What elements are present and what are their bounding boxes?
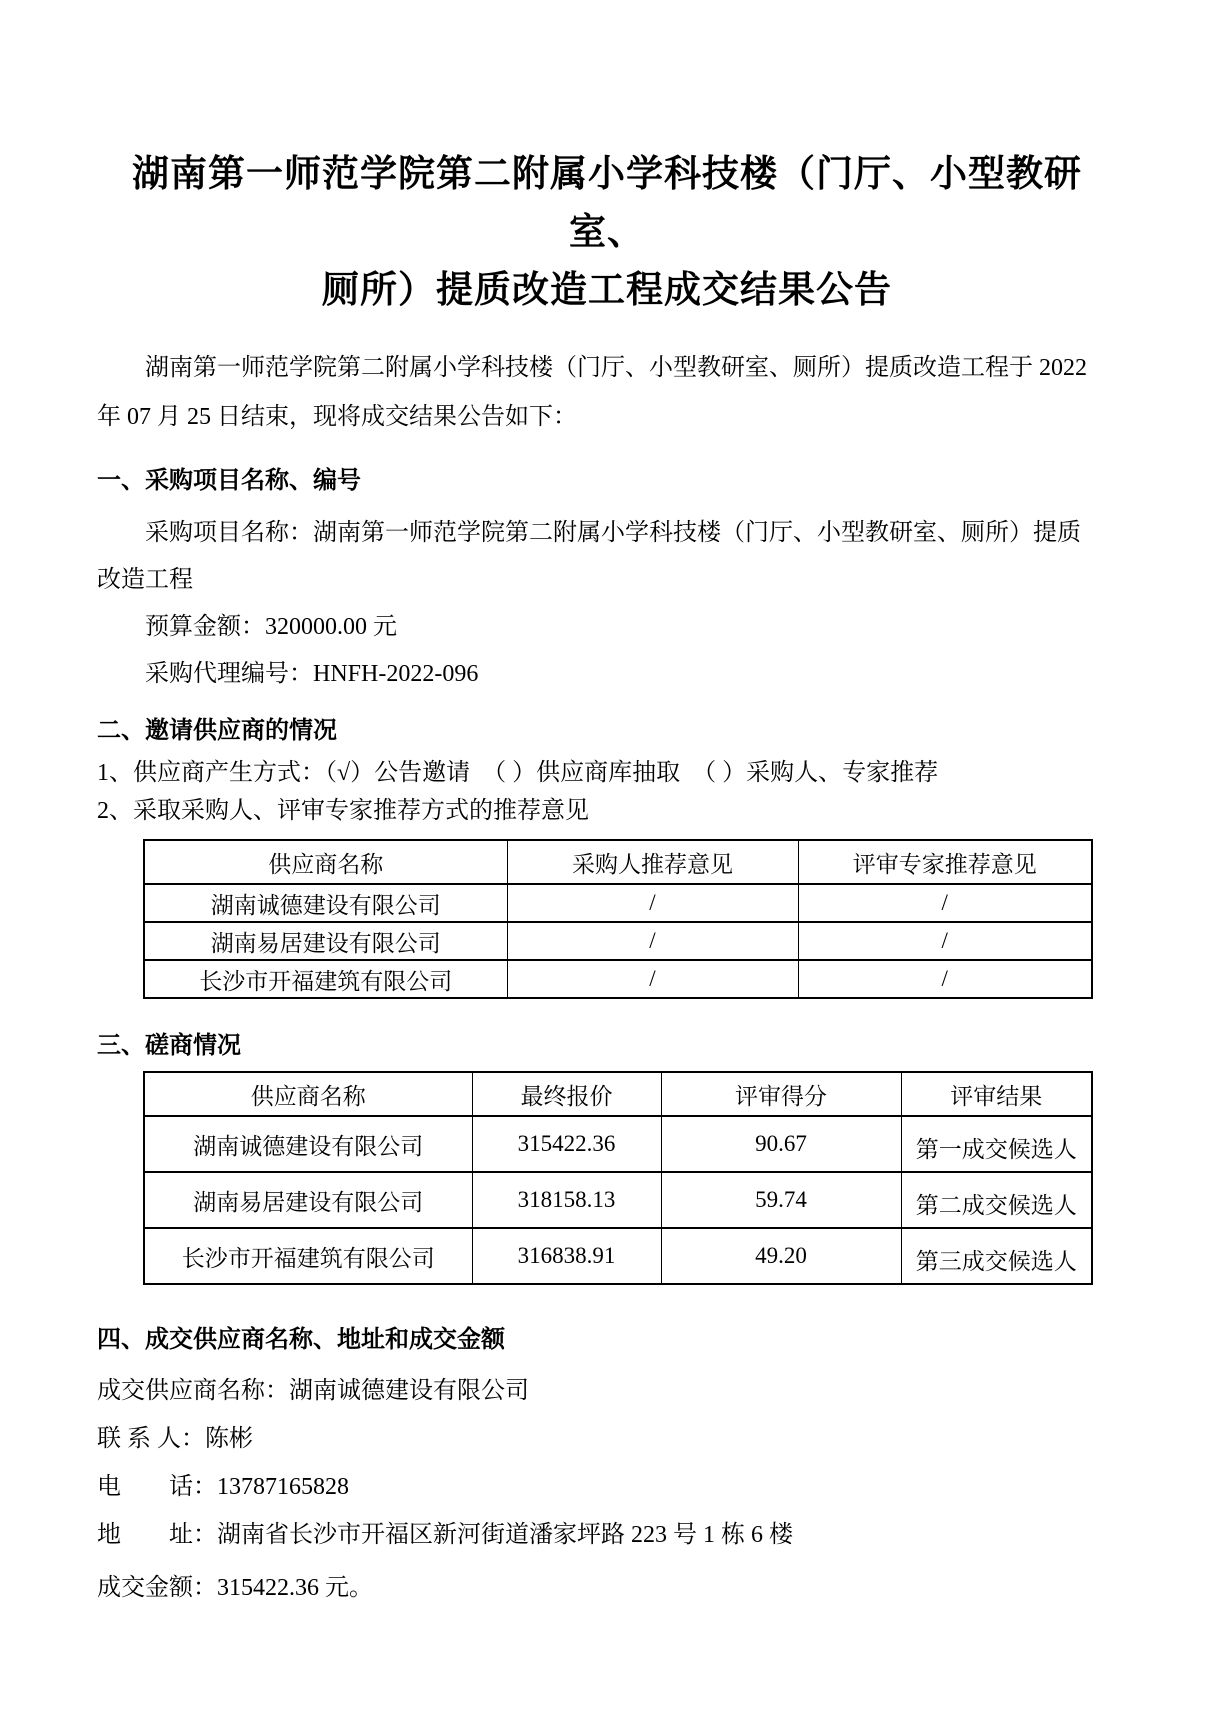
table-header-cell: 评审专家推荐意见 [798, 840, 1092, 884]
table-header-cell: 评审得分 [661, 1072, 901, 1116]
table-row [144, 1228, 1092, 1284]
contact-phone: 电 话：13787165828 [97, 1474, 349, 1500]
winner-supplier-name: 成交供应商名称：湖南诚德建设有限公司 [97, 1378, 529, 1404]
table-header-cell: 供应商名称 [144, 840, 507, 884]
document-title-line-1: 湖南第一师范学院第二附属小学科技楼（门厅、小型教研室、 [132, 154, 1082, 253]
table-cell: 49.20 [661, 1228, 901, 1284]
table-row [144, 1172, 1092, 1228]
section-1-heading: 一、采购项目名称、编号 [97, 467, 361, 494]
table-cell: 59.74 [661, 1172, 901, 1228]
table-cell: 长沙市开福建筑有限公司 [144, 1228, 472, 1284]
table-header-cell: 供应商名称 [144, 1072, 472, 1116]
table-cell: 316838.91 [472, 1228, 661, 1284]
table-cell: / [507, 960, 798, 998]
recommendation-line: 2、采取采购人、评审专家推荐方式的推荐意见 [97, 798, 589, 824]
deal-amount: 成交金额：315422.36 元。 [97, 1575, 373, 1601]
table-cell: / [507, 922, 798, 960]
table-cell: 第三成交候选人 [901, 1228, 1092, 1284]
table-cell: 318158.13 [472, 1172, 661, 1228]
table-row [144, 922, 1092, 960]
table-cell: / [798, 960, 1092, 998]
table-header-cell: 采购人推荐意见 [507, 840, 798, 884]
table-header-cell: 评审结果 [901, 1072, 1092, 1116]
intro-line-1: 湖南第一师范学院第二附属小学科技楼（门厅、小型教研室、厕所）提质改造工程于 2022 [145, 355, 1087, 381]
table-cell: 湖南诚德建设有限公司 [144, 1116, 472, 1172]
project-name-line-2: 改造工程 [97, 567, 193, 593]
table-row [144, 1116, 1092, 1172]
supplier-method-line: 1、供应商产生方式：（√）公告邀请 （ ）供应商库抽取 （ ）采购人、专家推荐 [97, 760, 939, 786]
table-header-cell: 最终报价 [472, 1072, 661, 1116]
table-cell: 湖南易居建设有限公司 [144, 1172, 472, 1228]
project-name-line-1: 采购项目名称：湖南第一师范学院第二附属小学科技楼（门厅、小型教研室、厕所）提质 [145, 520, 1081, 546]
section-2-heading: 二、邀请供应商的情况 [97, 717, 337, 744]
table-cell: 90.67 [661, 1116, 901, 1172]
table-header-row [144, 840, 1092, 884]
table-row [144, 884, 1092, 922]
table-cell: / [798, 922, 1092, 960]
table-cell: / [507, 884, 798, 922]
winner-address: 地 址：湖南省长沙市开福区新河街道潘家坪路 223 号 1 栋 6 楼 [97, 1522, 793, 1548]
agency-code: 采购代理编号：HNFH-2022-096 [145, 661, 479, 687]
intro-paragraph [97, 344, 1117, 442]
section-4-body [97, 1367, 1117, 1612]
document-title-line-2: 厕所）提质改造工程成交结果公告 [322, 270, 892, 311]
table-cell: 湖南易居建设有限公司 [144, 922, 507, 960]
section-4-heading: 四、成交供应商名称、地址和成交金额 [97, 1326, 505, 1353]
contact-person: 联 系 人：陈彬 [97, 1426, 253, 1452]
section-2-body [97, 754, 1117, 830]
table-cell: / [798, 884, 1092, 922]
intro-line-2: 年 07 月 25 日结束，现将成交结果公告如下： [97, 404, 577, 430]
budget-amount: 预算金额：320000.00 元 [145, 614, 397, 640]
supplier-recommendation-table [143, 839, 1093, 999]
table-cell: 315422.36 [472, 1116, 661, 1172]
section-3-heading: 三、磋商情况 [97, 1032, 241, 1059]
table-cell: 第一成交候选人 [901, 1116, 1092, 1172]
table-header-row [144, 1072, 1092, 1116]
table-cell: 长沙市开福建筑有限公司 [144, 960, 507, 998]
table-cell: 第二成交候选人 [901, 1172, 1092, 1228]
document-title [97, 146, 1117, 320]
table-row [144, 960, 1092, 998]
table-cell: 湖南诚德建设有限公司 [144, 884, 507, 922]
negotiation-result-table [143, 1071, 1093, 1285]
section-1-body [97, 510, 1117, 698]
